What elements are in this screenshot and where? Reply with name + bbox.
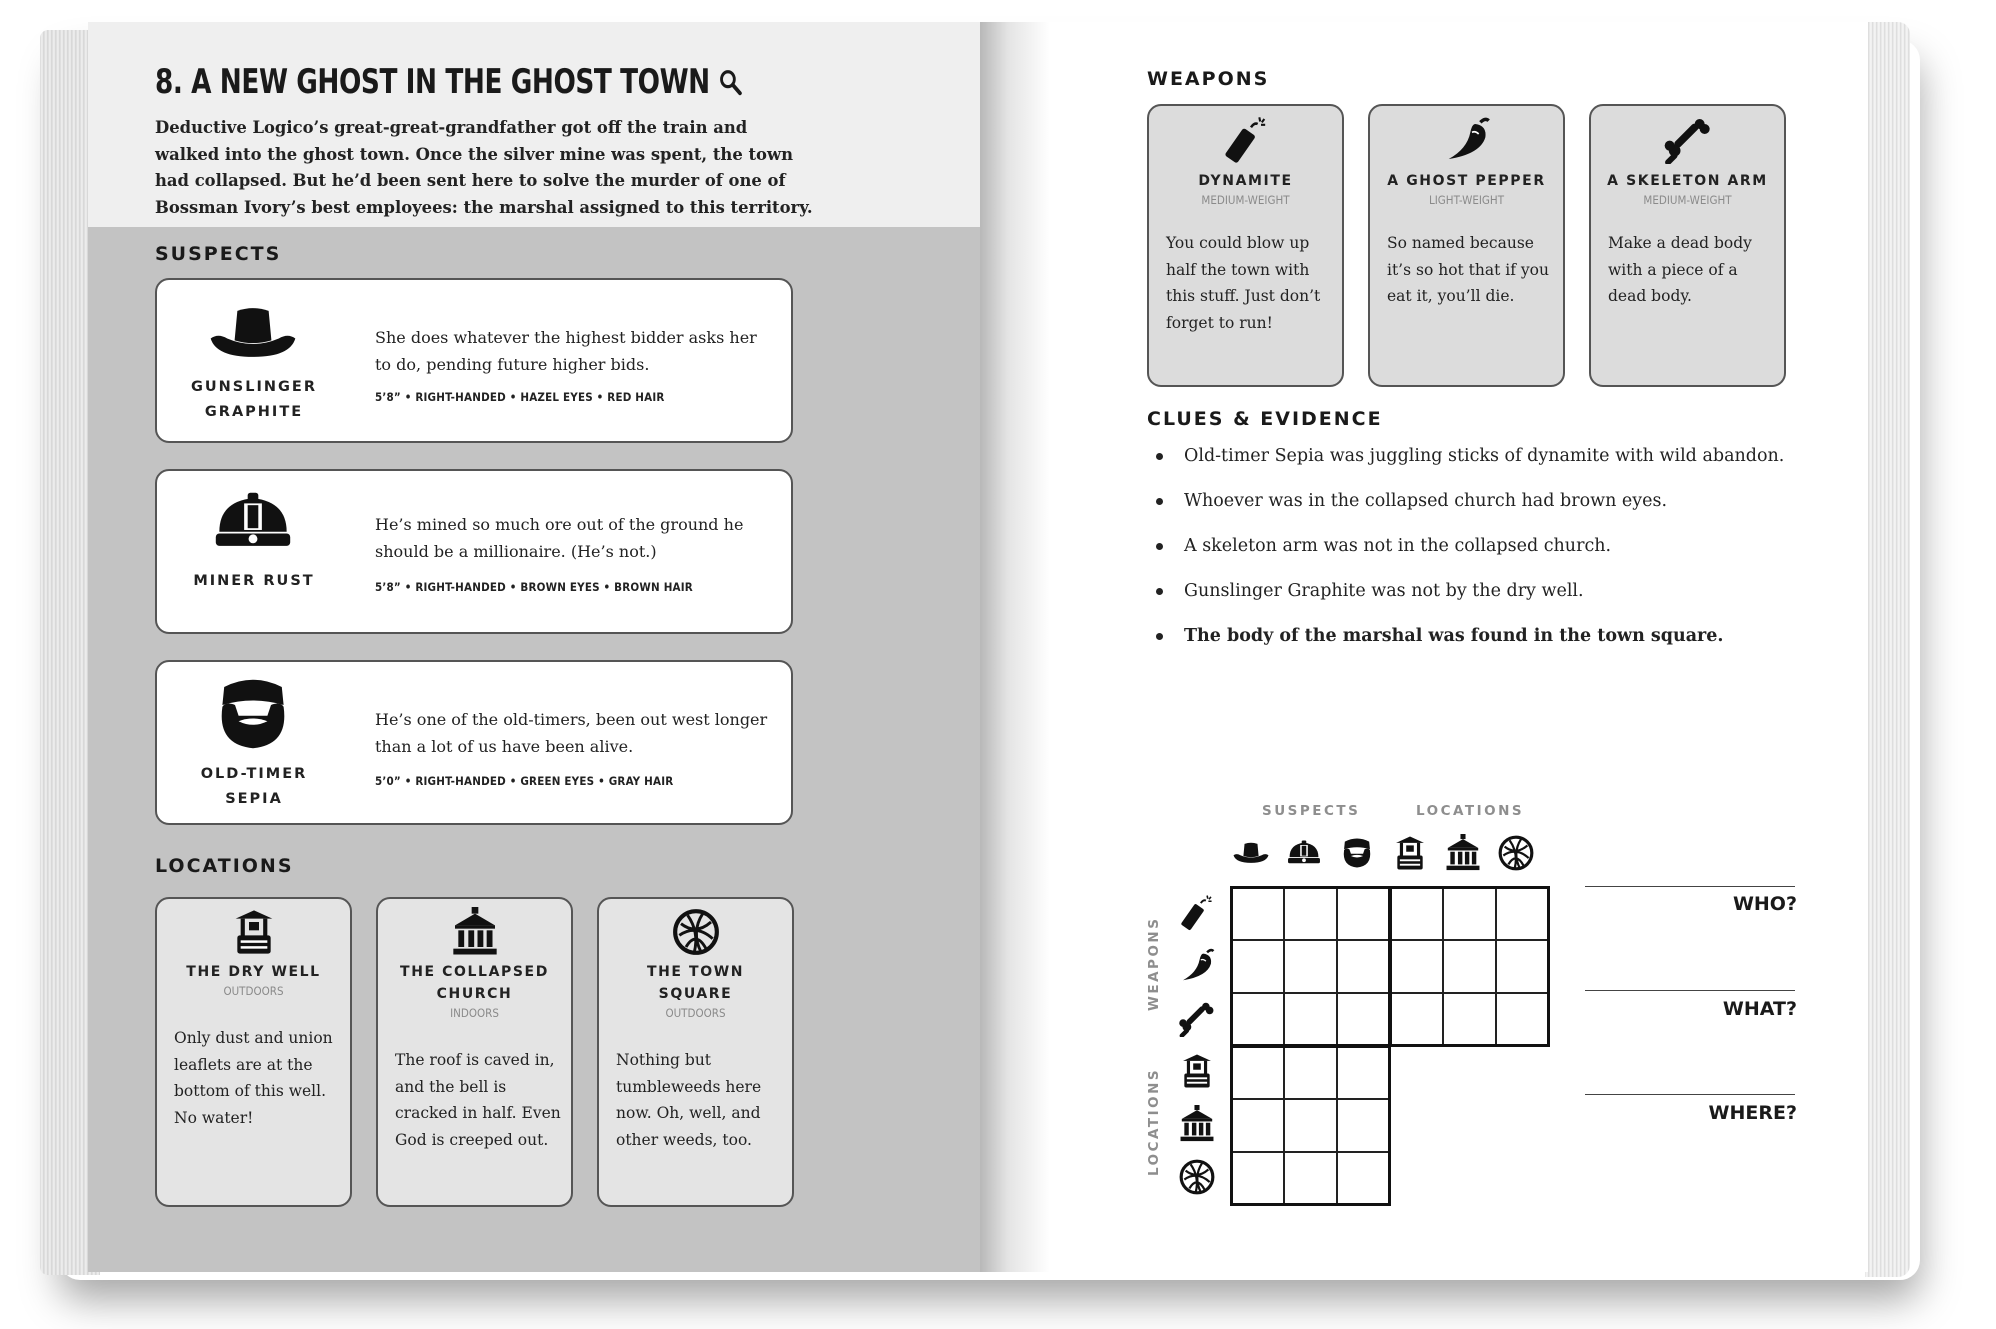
location-name: THE COLLAPSED CHURCH	[400, 964, 549, 1002]
grid-col-label-locations: LOCATIONS	[1416, 803, 1525, 819]
suspect-description: She does whatever the highest bidder asks her to do, pending future higher bids.	[375, 328, 757, 374]
church-icon	[1444, 834, 1482, 872]
grid-col-label-suspects: SUSPECTS	[1262, 803, 1361, 819]
pepper-icon	[1178, 946, 1216, 984]
clue-item: Whoever was in the collapsed church had brown eyes.	[1150, 490, 1810, 535]
cowboy-hat-icon	[1232, 834, 1270, 872]
location-description: The roof is caved in, and the bell is cracked in half. Even God is creeped out.	[395, 1051, 561, 1149]
suspect-description: He’s one of the old-timers, been out west longer than a lot of us have been alive.	[375, 710, 768, 756]
suspect-card-old-timer-sepia	[155, 660, 793, 825]
suspect-name: MINER RUST	[193, 573, 315, 589]
miner-helmet-icon	[207, 491, 299, 553]
bearded-man-icon	[207, 678, 299, 750]
dynamite-icon	[1178, 893, 1216, 931]
weapon-card-skeleton-arm	[1589, 104, 1786, 387]
weapons-heading: WEAPONS	[1147, 68, 1270, 90]
suspect-traits: 5’8” • RIGHT-HANDED • BROWN EYES • BROWN HAIR	[375, 580, 693, 594]
weapon-card-ghost-pepper	[1368, 104, 1565, 387]
well-icon	[224, 907, 284, 957]
locations-heading: LOCATIONS	[155, 855, 294, 877]
page-edges-right	[1865, 22, 1910, 1277]
location-name: THE DRY WELL	[186, 964, 321, 980]
bone-icon	[1658, 114, 1718, 164]
clues-heading: CLUES & EVIDENCE	[1147, 408, 1383, 430]
dynamite-icon	[1216, 114, 1276, 164]
location-type: INDOORS	[450, 1006, 499, 1020]
grid-block-weapons-suspects	[1230, 886, 1391, 1047]
tumbleweed-icon	[1178, 1158, 1216, 1196]
location-name: THE TOWN SQUARE	[646, 964, 745, 1002]
clue-list	[1150, 445, 1810, 670]
suspect-traits: 5’0” • RIGHT-HANDED • GREEN EYES • GRAY HAIR	[375, 774, 674, 788]
puzzle-title-text: 8. A NEW GHOST IN THE GHOST TOWN	[155, 62, 710, 102]
weapon-card-dynamite	[1147, 104, 1344, 387]
church-icon	[1178, 1105, 1216, 1143]
weapon-description: You could blow up half the town with this stuff. Just don’t forget to run!	[1166, 234, 1321, 332]
answer-label-where: WHERE?	[1708, 1102, 1797, 1124]
answer-line-who	[1585, 886, 1795, 887]
suspect-description: He’s mined so much ore out of the ground he should be a millionaire. (He’s not.)	[375, 515, 744, 561]
clue-item: The body of the marshal was found in the town square.	[1150, 625, 1810, 670]
weapon-weight: MEDIUM-WEIGHT	[1201, 193, 1290, 207]
weapon-description: Make a dead body with a piece of a dead body.	[1608, 234, 1752, 305]
location-type: OUTDOORS	[223, 984, 284, 998]
weapon-name: A GHOST PEPPER	[1387, 173, 1546, 189]
suspect-name: OLD-TIMER SEPIA	[200, 766, 308, 807]
tumbleweed-icon	[666, 907, 726, 957]
weapon-description: So named because it’s so hot that if you eat it, you’ll die.	[1387, 234, 1549, 305]
clue-item: A skeleton arm was not in the collapsed church.	[1150, 535, 1810, 580]
weapon-weight: LIGHT-WEIGHT	[1428, 193, 1505, 207]
location-type: OUTDOORS	[665, 1006, 726, 1020]
pepper-icon	[1437, 114, 1497, 164]
answer-label-who: WHO?	[1732, 893, 1797, 915]
well-icon	[1391, 834, 1429, 872]
suspect-name: GUNSLINGER GRAPHITE	[191, 379, 317, 420]
clue-item: Gunslinger Graphite was not by the dry well.	[1150, 580, 1810, 625]
miner-helmet-icon	[1285, 834, 1323, 872]
answer-line-where	[1585, 1094, 1795, 1095]
tumbleweed-icon	[1497, 834, 1535, 872]
suspect-traits: 5’8” • RIGHT-HANDED • HAZEL EYES • RED HAIR	[375, 390, 665, 404]
grid-block-locations-suspects	[1230, 1045, 1391, 1206]
well-icon	[1178, 1052, 1216, 1090]
clue-item: Old-timer Sepia was juggling sticks of dynamite with wild abandon.	[1150, 445, 1810, 490]
weapon-weight: MEDIUM-WEIGHT	[1643, 193, 1732, 207]
bearded-man-icon	[1338, 834, 1376, 872]
suspect-card-miner-rust	[155, 469, 793, 634]
magnifier-icon	[718, 68, 742, 96]
grid-row-label-weapons: WEAPONS	[1146, 916, 1162, 1011]
answer-line-what	[1585, 990, 1795, 991]
location-description: Only dust and union leaflets are at the bottom of this well. No water!	[174, 1029, 333, 1127]
intro-text: Deductive Logico’s great-great-grandfather got off the train and walked into the ghost town. Once the silver mine was spent, the town had collapsed. But he’d been sent here to solve the murder of one of Bossman Ivory’s best employees: the marshal assigned to this territory.	[155, 118, 813, 217]
location-card-dry-well	[155, 897, 352, 1207]
grid-block-weapons-locations	[1389, 886, 1550, 1047]
location-card-town-square	[597, 897, 794, 1207]
weapon-name: A SKELETON ARM	[1607, 173, 1768, 189]
suspects-heading: SUSPECTS	[155, 243, 282, 265]
gutter-shadow-right	[980, 22, 1050, 1272]
location-card-collapsed-church	[376, 897, 573, 1207]
location-description: Nothing but tumbleweeds here now. Oh, well, and other weeds, too.	[616, 1051, 762, 1149]
answer-label-what: WHAT?	[1722, 998, 1797, 1020]
bone-icon	[1178, 999, 1216, 1037]
cowboy-hat-icon	[207, 302, 299, 364]
church-icon	[445, 907, 505, 957]
puzzle-title	[155, 62, 742, 102]
suspect-card-gunslinger-graphite	[155, 278, 793, 443]
weapon-name: DYNAMITE	[1198, 173, 1293, 189]
grid-row-label-locations: LOCATIONS	[1146, 1067, 1162, 1176]
